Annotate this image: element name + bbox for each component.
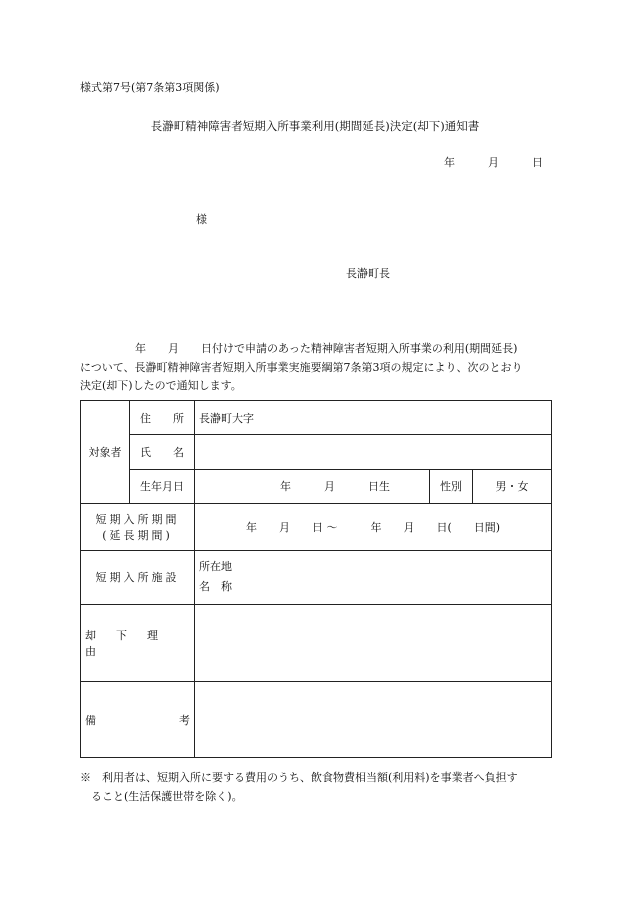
remarks-value [195, 682, 552, 758]
facility-location-label: 所在地 [199, 560, 232, 574]
period-label-line-1: 短期入所期間 [95, 513, 180, 527]
date-month: 月 [488, 156, 499, 169]
period-label-line-2: (延長期間) [102, 529, 173, 543]
facility-label: 短期入所施設 [81, 551, 195, 604]
form-number: 様式第7号(第7条第3項関係) [80, 81, 220, 94]
address-value: 長瀞町大字 [195, 401, 552, 435]
date-year: 年 [444, 156, 455, 169]
subject-label: 対象者 [81, 401, 130, 504]
facility-value [195, 551, 552, 604]
remarks-label-2: 考 [179, 713, 190, 727]
body-line-1: 年 月 日付けで申請のあった精神障害者短期入所事業の利用(期間延長) [80, 342, 518, 355]
footnote-line-1: ※ 利用者は、短期入所に要する費用のうち、飲食物費相当額(利用料)を事業者へ負担す [80, 771, 518, 784]
gender-label: 性別 [430, 469, 473, 503]
remarks-label-text [85, 712, 190, 728]
period-label [81, 503, 195, 550]
date-day: 日 [532, 156, 543, 169]
body-line-2: について、長瀞町精神障害者短期入所事業実施要綱第7条第3項の規定により、次のとおり [80, 360, 523, 374]
footnote [80, 768, 560, 806]
body-line-3: 決定(却下)したので通知します。 [80, 379, 242, 392]
addressee-suffix: 様 [196, 213, 207, 226]
issue-date [444, 157, 543, 168]
reason-label [81, 604, 195, 682]
notice-body [80, 340, 555, 396]
document-title: 長瀞町精神障害者短期入所事業利用(期間延長)決定(却下)通知書 [150, 119, 480, 133]
name-value [195, 435, 552, 469]
footnote-line-2: ること(生活保護世帯を除く)。 [80, 790, 243, 803]
remarks-label-1: 備 [85, 713, 96, 727]
period-value: 年 月 日 〜 年 月 日( 日間) [195, 503, 552, 550]
remarks-label [81, 682, 195, 758]
name-label: 氏 名 [130, 435, 195, 469]
facility-name-label: 名 称 [199, 580, 232, 594]
address-label: 住 所 [130, 401, 195, 435]
reason-label-text [85, 627, 190, 659]
reason-value [195, 604, 552, 682]
reason-label-full: 却下理由 [85, 628, 178, 658]
gender-value: 男・女 [473, 469, 552, 503]
issuer-name: 長瀞町長 [346, 267, 390, 280]
birth-label: 生年月日 [130, 469, 195, 503]
birth-value: 年 月 日生 [195, 469, 430, 503]
notice-form-table [80, 400, 552, 758]
